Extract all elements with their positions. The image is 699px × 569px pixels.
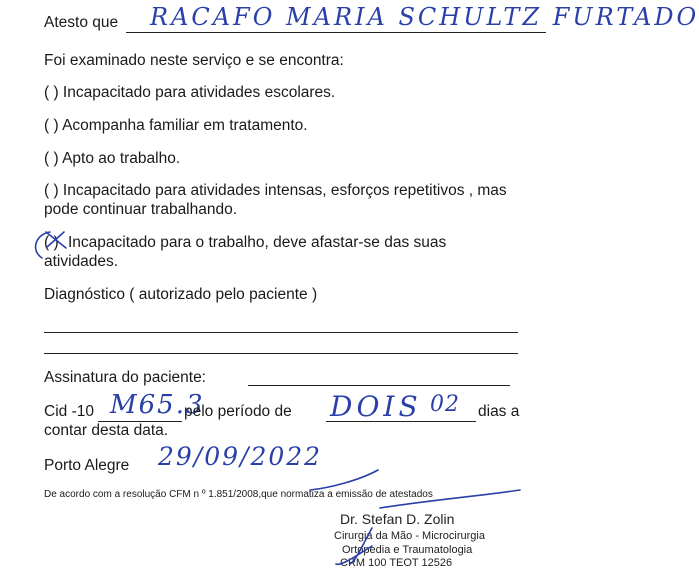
city-label: Porto Alegre — [44, 457, 130, 474]
date-handwritten: 29/09/2022 — [158, 442, 323, 471]
signature-tail — [310, 470, 378, 490]
days-written-handwritten: DOIS — [330, 390, 422, 423]
stamp-line3: CRM 100 TEOT 12526 — [340, 557, 453, 569]
days-number-handwritten: 02 — [430, 392, 460, 417]
days-label: dias a — [478, 403, 520, 420]
stamp-line1: Cirurgia da Mão - Microcirurgia — [334, 530, 485, 542]
patient-name-handwritten: RACAFO MARIA SCHULTZ FURTADO — [150, 3, 699, 31]
option-intensas-line1: ( ) Incapacitado para atividades intensas, esforços repetitivos , mas — [44, 182, 507, 199]
assinatura-label: Assinatura do paciente: — [44, 369, 206, 386]
diagnostico-label: Diagnóstico ( autorizado pelo paciente ) — [44, 286, 318, 303]
option-familiar: ( ) Acompanha familiar em tratamento. — [44, 117, 308, 134]
option-intensas-line2: pode continuar trabalhando. — [44, 201, 238, 218]
atesto-label: Atesto que — [44, 14, 119, 31]
assinatura-line — [248, 385, 510, 386]
option-afastar-mark: ( ) — [44, 234, 59, 251]
option-afastar-line2: atividades. — [44, 253, 119, 270]
footer-text: De acordo com a resolução CFM n º 1.851/2008,que normatiza a emissão de atestados — [44, 489, 433, 500]
patient-name-line — [126, 32, 546, 33]
cid-label: Cid -10 — [44, 403, 94, 420]
option-afastar-line1: Incapacitado para o trabalho, deve afastar-se das suas — [68, 234, 447, 251]
period-label: pelo período de — [184, 403, 292, 420]
stamp-line2: Ortopedia e Traumatologia — [342, 544, 473, 556]
cid-code-handwritten: M65.3 — [110, 390, 205, 420]
option-apto: ( ) Apto ao trabalho. — [44, 150, 181, 167]
diagnostico-line-2 — [44, 353, 518, 354]
diagnostico-line-1 — [44, 332, 518, 333]
contar-text: contar desta data. — [44, 422, 169, 439]
option-escolares: ( ) Incapacitado para atividades escolares. — [44, 84, 336, 101]
intro-text: Foi examinado neste serviço e se encontra: — [44, 52, 344, 69]
stamp-name: Dr. Stefan D. Zolin — [340, 511, 455, 527]
